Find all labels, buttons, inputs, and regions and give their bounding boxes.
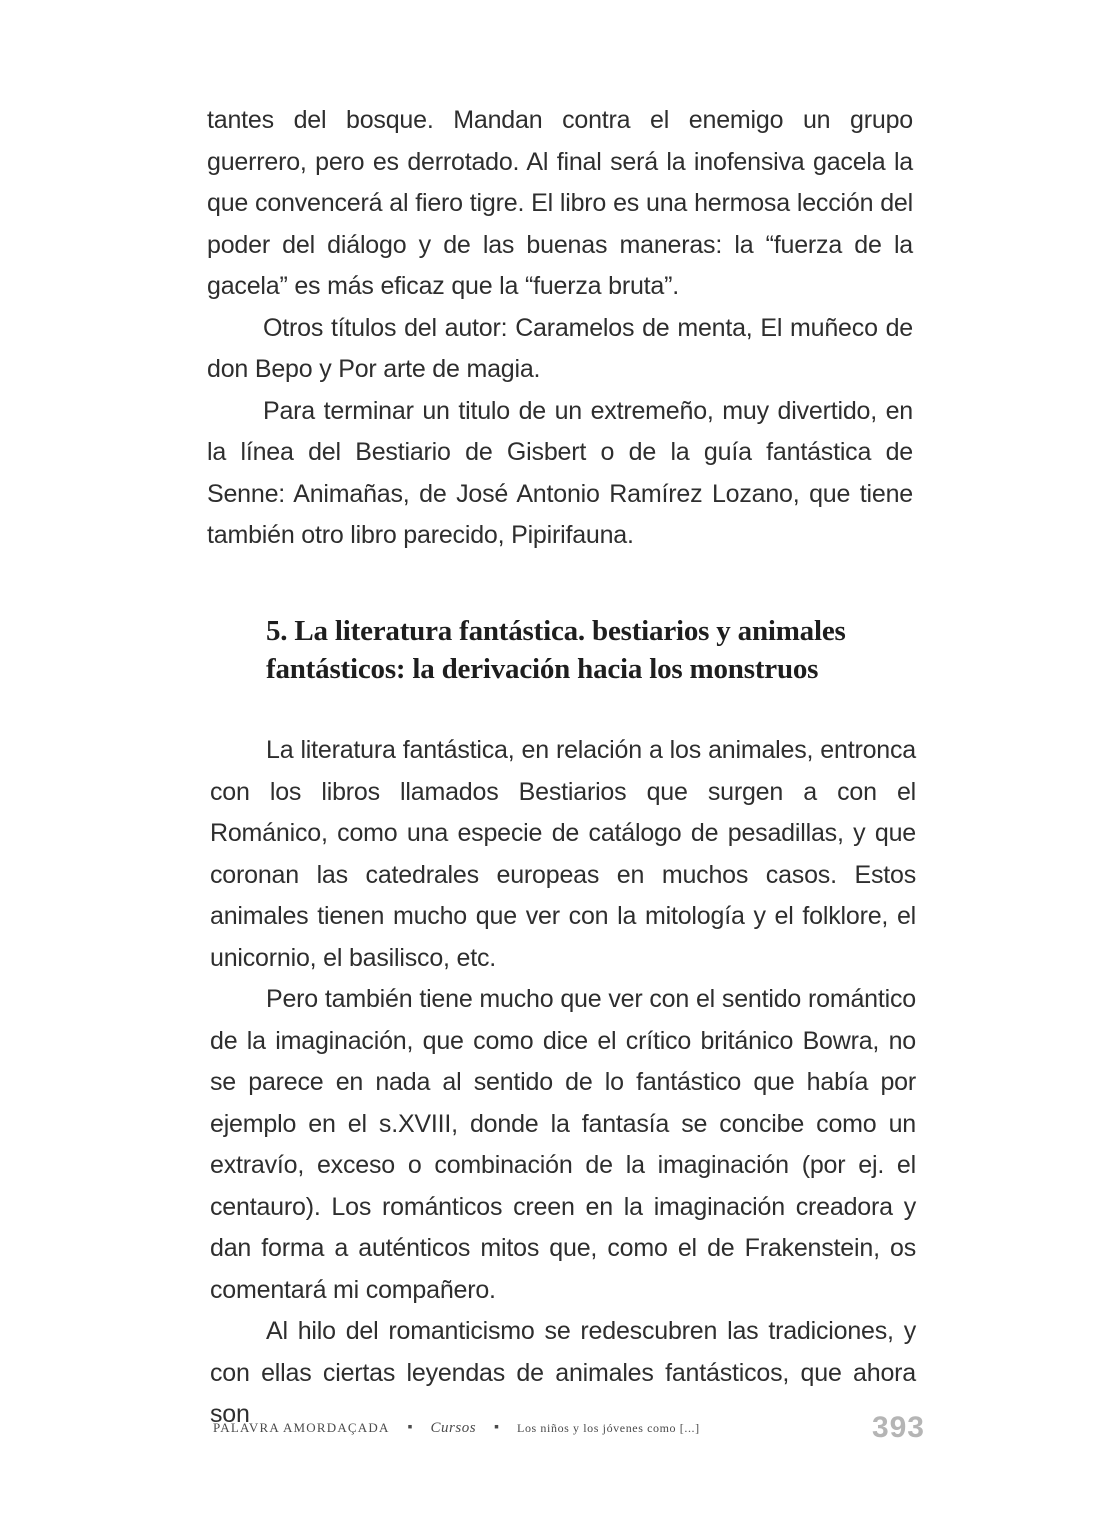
paragraph: Para terminar un titulo de un extremeño, muy divertido, en la línea del Bestiario de Gisbert o de la guía fantástica de Senne: Animañas, de José Antonio Ramírez Lozano, que tiene también otro libro parecido, Pipirifauna. bbox=[207, 396, 913, 549]
footer-separator: ▪ bbox=[494, 1420, 500, 1435]
page-number: 393 bbox=[871, 1411, 925, 1444]
paragraph: La literatura fantástica, en relación a los animales, entronca con los libros llamados Bestiarios que surgen a con el Románico, como una especie de catálogo de pesadillas, y que coronan las catedrales europeas en muchos casos. Estos animales tienen mucho que ver con la mitología y el folklore, el unicornio, el basilisco, etc. bbox=[210, 736, 916, 972]
footer-separator: ▪ bbox=[407, 1420, 413, 1435]
paragraph: tantes del bosque. Mandan contra el enemigo un grupo guerrero, pero es derrotado. Al final será la inofensiva gacela la que convencerá al fiero tigre. El libro es una hermosa lección del poder del diálogo y de las buenas maneras: la “fuerza de la gacela” es más eficaz que la “fuerza bruta”. bbox=[207, 106, 913, 300]
paragraph: Al hilo del romanticismo se redescubren las tradiciones, y con ellas ciertas leyendas de animales fantásticos, que ahora son bbox=[210, 1317, 916, 1428]
paragraph: Pero también tiene mucho que ver con el sentido romántico de la imaginación, que como dice el crítico británico Bowra, no se parece en nada al sentido de lo fantástico que había por ejemplo en el s.XVIII, donde la fantasía se concibe como un extravío, exceso o combinación de la imaginación (por ej. el centauro). Los románticos creen en la imaginación creadora y dan forma a auténticos mitos que, como el de Frakenstein, os comentará mi compañero. bbox=[210, 985, 916, 1304]
page-footer bbox=[213, 1410, 925, 1446]
footer-journal-name: PALAVRA AMORDAÇADA bbox=[213, 1420, 390, 1435]
paragraph: Otros títulos del autor: Caramelos de menta, El muñeco de don Bepo y Por arte de magia. bbox=[207, 313, 913, 383]
footer-series: Cursos bbox=[430, 1419, 477, 1436]
section-heading: 5. La literatura fantástica. bestiarios y animales fantásticos: la derivación hacia los monstruos bbox=[266, 615, 846, 685]
body-text-top bbox=[207, 100, 913, 557]
body-text-bottom bbox=[210, 730, 916, 1436]
footer-running-title: Los niños y los jóvenes como [...] bbox=[517, 1420, 700, 1435]
